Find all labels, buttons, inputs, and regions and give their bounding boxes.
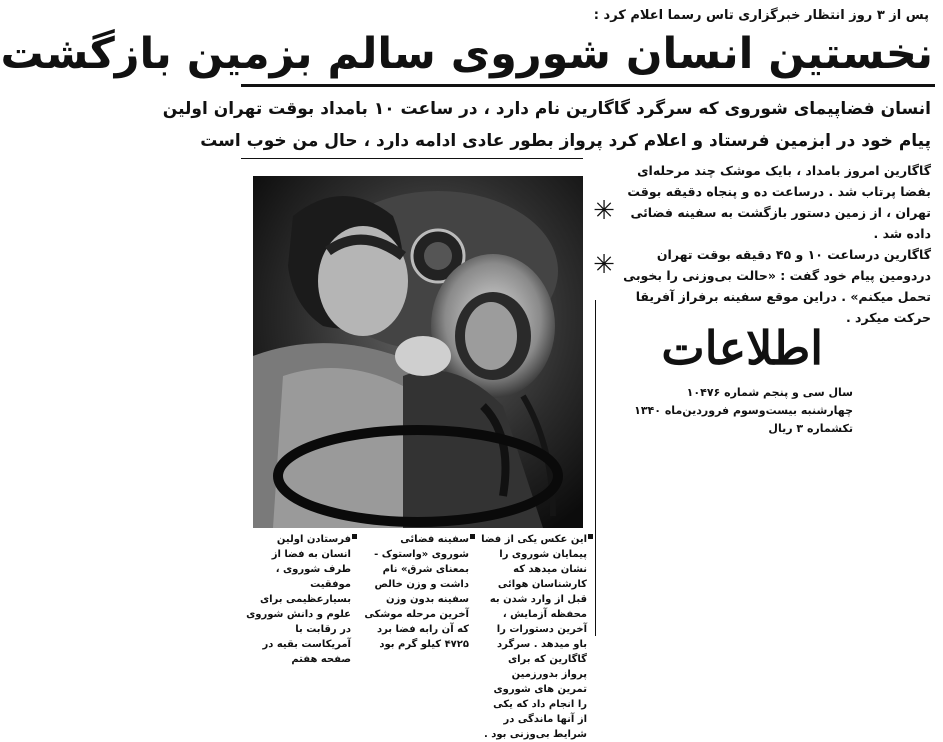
caption-text-2: سفینه فضائی شوروی «واستوک - بمعنای شرق» نام داشت و وزن خالص سفینه بدون وزن آخرین مرحله موشکی که آن رابه فضا برد ۴۷۲۵ کیلو گرم بود xyxy=(364,534,469,650)
caption-2 xyxy=(359,530,473,650)
caption-marker xyxy=(352,534,357,539)
issue-info xyxy=(613,384,853,438)
bullet-item-1: گاگارین امروز بامداد ، بایک موشک چند مرحله‌ای بفضا پرتاب شد . درساعت ده و پنجاه دقیقه بوقت تهران ، از زمین دستور بازگشت به سفینه فضائی داده شد . xyxy=(627,163,931,241)
star-bullet-icon: ✳ xyxy=(593,250,615,280)
caption-marker xyxy=(470,534,475,539)
subhead-rule xyxy=(241,158,583,159)
photo-captions xyxy=(241,530,591,740)
caption-1 xyxy=(477,530,591,740)
subhead-line-1: انسان فضاپیمای شوروی که سرگرد گاگارین نام دارد ، در ساعت ۱۰ بامداد بوقت تهران اولین xyxy=(162,99,931,119)
bullet-list xyxy=(623,160,931,328)
headline-rule xyxy=(241,84,935,87)
main-headline: نخستین انسان شوروی سالم بزمین بازگشت xyxy=(0,29,933,79)
column-divider xyxy=(595,300,596,636)
star-bullet-icon: ✳ xyxy=(593,196,615,226)
caption-marker xyxy=(588,534,593,539)
caption-3 xyxy=(241,530,355,665)
gagarin-photo xyxy=(253,176,583,528)
masthead-logo: اطلاعات xyxy=(661,321,823,375)
caption-text-3: فرستادن اولین انسان به فضا از طرف شوروی ، موفقیت بسیارعظیمی برای علوم و دانش شوروی در رقابت با آمریکاست بقیه در صفحه هفتم xyxy=(246,534,351,665)
bullet-item-2: گاگارین درساعت ۱۰ و ۴۵ دقیقه بوقت تهران دردومین پیام خود گفت : «حالت بی‌وزنی را بخوبی تحمل میکنم» . دراین موقع سفینه برفراز آفریقا حرکت میکرد . xyxy=(623,247,931,325)
issue-number: سال سی ‌و پنجم شماره ۱۰۴۷۶ xyxy=(686,386,853,399)
caption-text-1: این عکس یکی از فضا پیمایان شوروی را نشان میدهد که کارشناسان هوائی قبل از وارد شدن به محفظه آزمایش ، آخرین دستورات را باو میدهد . سرگرد گاگارین که برای پرواز بدورزمین تمرین های شوروی را انجام داد که یکی از آنها ماندگی در شرایط بی‌وزنی بود . xyxy=(481,534,587,740)
issue-date: چهارشنبه بیست‌وسوم فروردین‌ماه ۱۳۴۰ xyxy=(634,404,853,417)
subhead-line-2: پیام خود در ابزمین فرستاد و اعلام کرد پرواز بطور عادی ادامه دارد ، حال من خوب است xyxy=(200,131,931,151)
issue-price: تکشماره ۳ ریال xyxy=(768,422,853,435)
kicker-line: پس از ۳ روز انتظار خبرگزاری تاس رسما اعلام کرد : xyxy=(593,8,929,23)
